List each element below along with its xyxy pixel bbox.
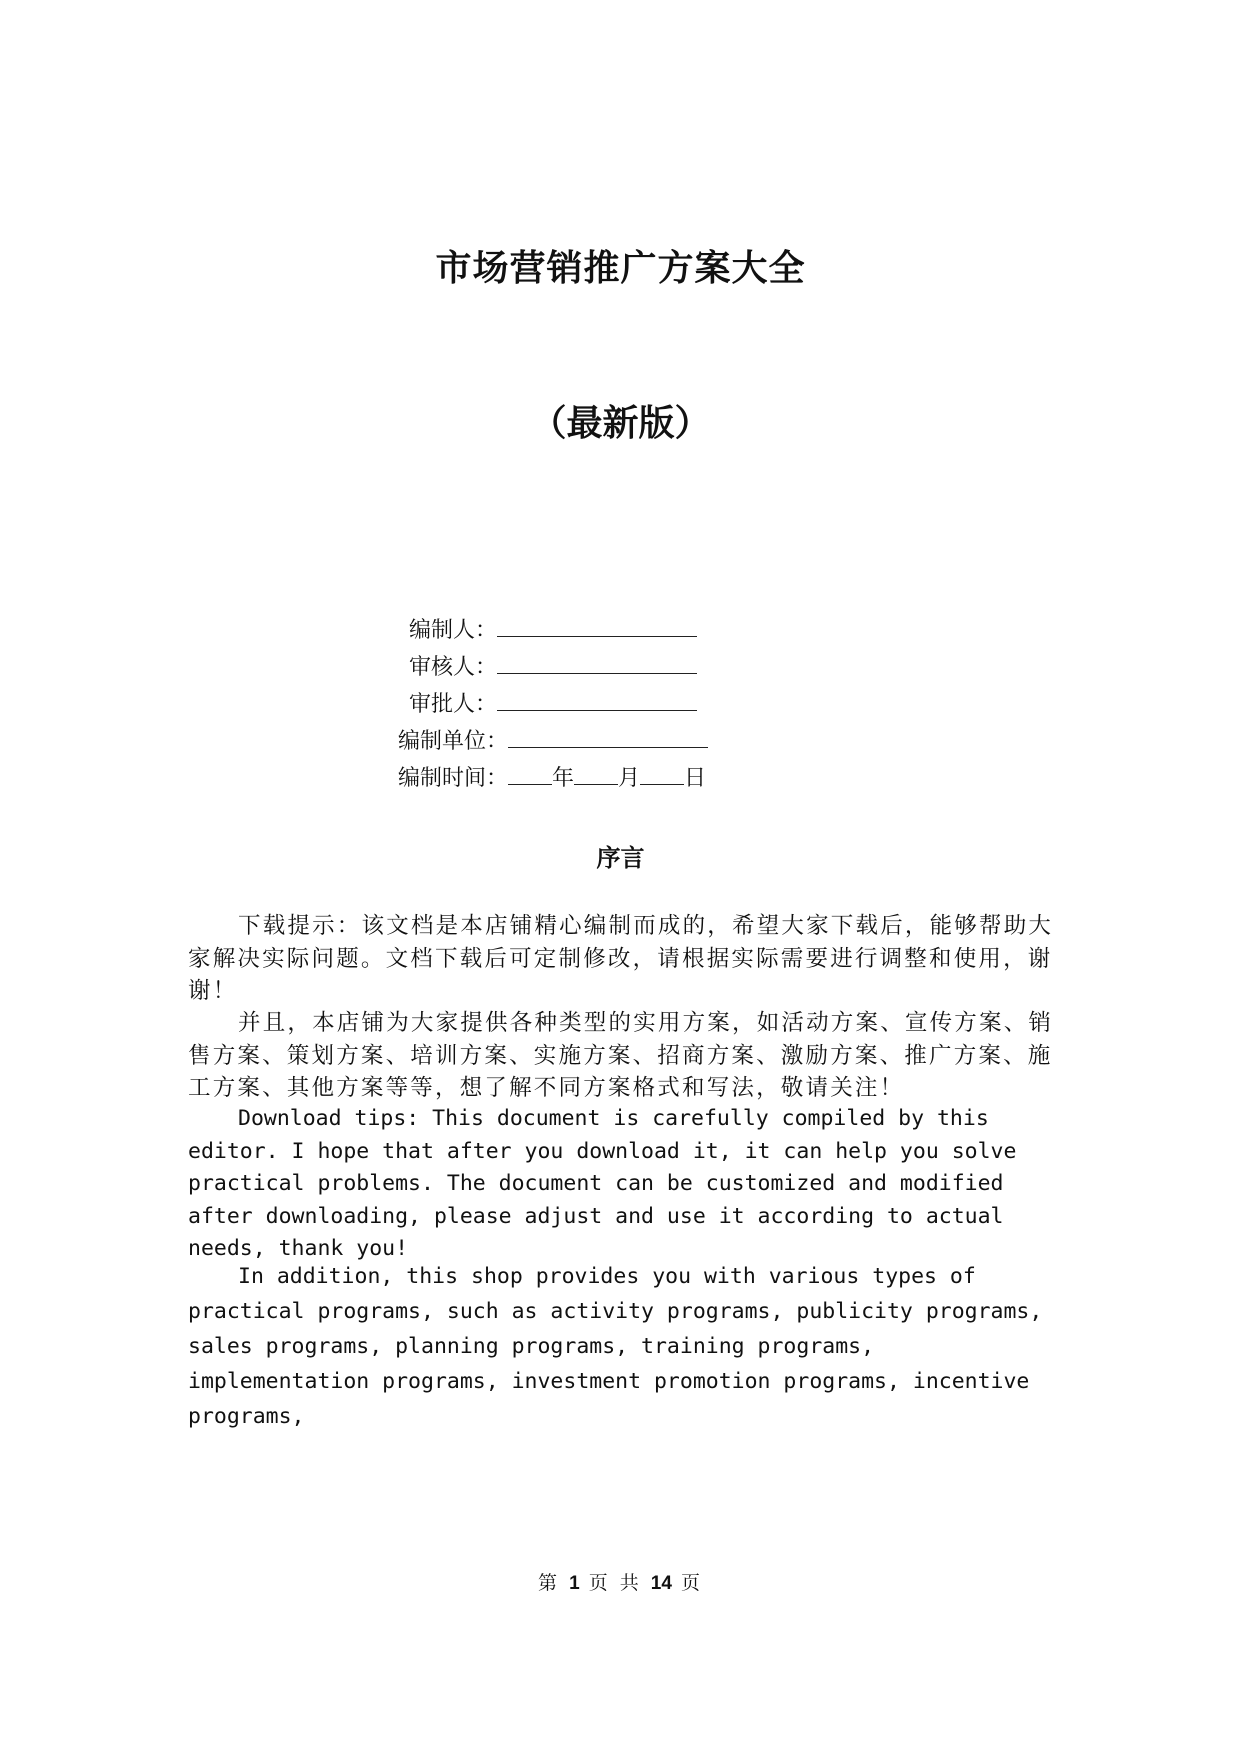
day-blank-line [640,760,684,785]
paragraph-en-2: In addition, this shop provides you with various types of practical programs, such as activity programs, publicity programs, sales programs, planning programs, training programs, implementation programs, investment promotion programs, incentive programs, [188,1264,1043,1429]
unit-row [398,723,708,757]
time-row [398,760,706,794]
paragraph-cn-1: 下载提示：该文档是本店铺精心编制而成的，希望大家下载后，能够帮助大家解决实际问题。文档下载后可定制修改，请根据实际需要进行调整和使用，谢谢！ [188,913,1054,1004]
paragraph-cn-2: 并且，本店铺为大家提供各种类型的实用方案，如活动方案、宣传方案、销售方案、策划方案、培训方案、实施方案、招商方案、激励方案、推广方案、施工方案、其他方案等等，想了解不同方案格式和写法，敬请关注！ [188,1010,1054,1101]
approver-row [409,686,697,720]
approver-label: 审批人： [409,692,498,717]
footer-page-number: 1 [569,1573,580,1594]
month-label: 月 [618,766,641,791]
compiler-blank-line [497,612,697,637]
footer-suffix: 页 [680,1572,703,1594]
month-blank-line [574,760,618,785]
footer-middle: 页 共 [588,1572,642,1594]
preface-heading: 序言 [596,843,645,872]
unit-blank-line [508,723,708,748]
unit-label: 编制单位： [398,729,509,754]
day-label: 日 [684,766,707,791]
approver-blank-line [497,686,697,711]
document-title: 市场营销推广方案大全 [435,247,806,289]
footer-prefix: 第 [538,1572,561,1594]
page-footer [0,1568,1241,1595]
document-subtitle: （最新版） [530,402,711,444]
reviewer-label: 审核人： [409,655,498,680]
year-label: 年 [552,766,575,791]
time-label: 编制时间： [398,766,509,791]
footer-total-pages: 14 [650,1573,672,1594]
reviewer-blank-line [497,649,697,674]
compiler-label: 编制人： [409,618,498,643]
reviewer-row [409,649,697,683]
compiler-row [409,612,697,646]
paragraph-en-1: Download tips: This document is carefully compiled by this editor. I hope that after you download it, it can help you solve practical problems. The document can be customized and modified after downloading, please adjust and use it according to actual needs, thank you! [188,1106,1017,1261]
year-blank-line [508,760,552,785]
